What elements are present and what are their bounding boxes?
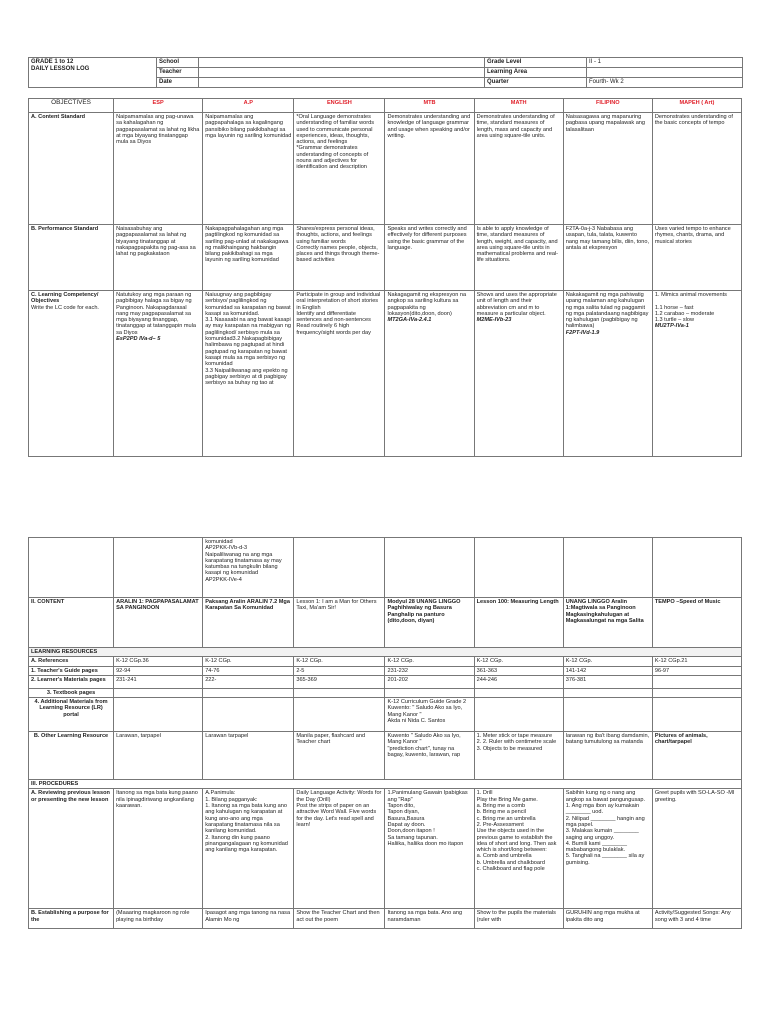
establish-english: Show the Teacher Chart and then act out the poem xyxy=(294,909,385,929)
content-standard-mapeh: Demonstrates understanding of the basic concepts of tempo xyxy=(652,113,741,225)
performance-standard-ap: Nakapagpahalagahan ang mga pagtilingkod ng komunidad sa sariling pag-unlad at nakakagawa ng malikhaingang hakbangin bilang pakikibahagi sa mga layunin ng sariling komunidad xyxy=(203,225,294,291)
content-standard-math: Demonstrates understanding of time, standard measures of length, mass and capacity and area using square-tile units. xyxy=(474,113,563,225)
review-english: Daily Language Activity: Words for the Day (Drill) Post the strips of paper on an attractive Word Wall. Five words for the day. Let's read spell and learn! xyxy=(294,789,385,909)
lm-ap: 222- xyxy=(203,675,294,688)
learning-area-value xyxy=(587,68,743,78)
objectives-table xyxy=(28,98,742,457)
subject-mtb: MTB xyxy=(385,99,474,113)
ref-ap: K-12 CGp. xyxy=(203,657,294,666)
ref-mapeh: K-12 CGp.21 xyxy=(652,657,741,666)
competency-mtb: Nakagagamit ng ekspresyon na angkop sa sariling kultura sa pagpapakita ng lokasyon(dito,doon, doon) MT2GA-IVa-2.4.1 xyxy=(385,291,474,457)
content-math: Lesson 100: Measuring Length xyxy=(474,598,563,648)
review-mtb: 1.Panimulang Gawain Ipabigkas ang "Rap" Tapon dito, Tapon diyan, Basura,Basura Dapat ay doon. Doon,doon itapon ! Sa tamang tapunan. Haliika, haliika doon mo itapon xyxy=(385,789,474,909)
quarter-label: Quarter xyxy=(485,78,587,88)
subject-mapeh: MAPEH ( Art) xyxy=(652,99,741,113)
content-standard-ap: Naipamamalas ang pagpapahalaga sa kagalingang pansibiko bilang pakikibahagi sa mga layunin ng sariling komunidad xyxy=(203,113,294,225)
log-title: GRADE 1 to 12 DAILY LESSON LOG xyxy=(29,58,157,88)
tg-english: 2-5 xyxy=(294,666,385,675)
establishing-label: B. Establishing a purpose for the xyxy=(29,909,114,929)
tg-pages-label: 1. Teacher's Guide pages xyxy=(29,666,114,675)
content-standard-label: A. Content Standard xyxy=(29,113,114,225)
lm-english: 365-369 xyxy=(294,675,385,688)
other-math: 1. Meter stick or tape measure 2. 2. Ruler with centimetre scale 3. Objects to be measured xyxy=(474,732,563,780)
reviewing-label: A. Reviewing previous lesson or presenting the new lesson xyxy=(29,789,114,909)
performance-standard-esp: Naisasabuhay ang pagpapasalamat sa lahat ng biyayang tinatanggap at nakapagpapakita ng pag-asa sa lahat ng pagkakataon xyxy=(114,225,203,291)
ref-math: K-12 CGp. xyxy=(474,657,563,666)
subject-math: MATH xyxy=(474,99,563,113)
subject-esp: ESP xyxy=(114,99,203,113)
learning-area-label: Learning Area xyxy=(485,68,587,78)
tg-ap: 74-76 xyxy=(203,666,294,675)
content-ap: Paksang Aralin ARALIN 7.2 Mga Karapatan Sa Komunidad xyxy=(203,598,294,648)
references-label: A. References xyxy=(29,657,114,666)
tg-esp: 92-94 xyxy=(114,666,203,675)
review-math: 1. Drill Play the Bring Me game. a. Bring me a comb b. Bring me a pencil c. Bring me an umbrella 2. Pre-Assessment Use the objects used in the previous game to establish the idea of short and long. Then ask which is short/long between: a. Comb and umbrella b. Umbrella and chalkboard c. Chalkboard and flag pole xyxy=(474,789,563,909)
ref-filipino: K-12 CGp. xyxy=(563,657,652,666)
tg-filipino: 141-142 xyxy=(563,666,652,675)
other-esp: Larawan, tarpapel xyxy=(114,732,203,780)
performance-standard-label: B. Performance Standard xyxy=(29,225,114,291)
tg-mapeh: 96-97 xyxy=(652,666,741,675)
lm-math: 244-246 xyxy=(474,675,563,688)
lm-filipino: 376-381 xyxy=(563,675,652,688)
grade-level-label: Grade Level xyxy=(485,58,587,68)
other-ap: Larawan tarpapel xyxy=(203,732,294,780)
performance-standard-english: Shares/express personal ideas, thoughts, actions, and feelings using familiar words Correctly names people, objects, places and things through theme-based activities xyxy=(294,225,385,291)
performance-standard-mtb: Speaks and writes correctly and effectively for different purposes using the basic grammar of the language. xyxy=(385,225,474,291)
school-label: School xyxy=(157,58,199,68)
lm-pages-label: 2. Learner's Materials pages xyxy=(29,675,114,688)
review-esp: Itanong sa mga bata kung paano nila ipinagdiriwang angkanilang kaarawan. xyxy=(114,789,203,909)
tg-math: 361-363 xyxy=(474,666,563,675)
content-mtb: Modyul 28 UNANG LINGGO Paghihiwalay ng Basura Panghalip na panturo (dito,doon, diyan) xyxy=(385,598,474,648)
other-mapeh: Pictures of animals, chart/tarpapel xyxy=(652,732,741,780)
content-esp: ARALIN 1: PAGPAPASALAMAT SA PANGINOON xyxy=(114,598,203,648)
other-filipino: larawan ng iba't ibang damdamin, batang tumutulong sa matanda xyxy=(563,732,652,780)
performance-standard-math: Is able to apply knowledge of time, standard measures of length, weight, and capacity, and area using square-tile units in mathematical problems and real-life situations. xyxy=(474,225,563,291)
date-value xyxy=(199,78,485,88)
establish-mtb: Itanong sa mga bata. Ano ang naramdaman xyxy=(385,909,474,929)
competency-filipino: Nakakagamit ng mga pahiwatig upang malaman ang kahulugan ng mga salita tulad ng paggamit ng mga palatandaang nagbibigay ng kahulugan (pagbibigay ng halimbawa) F2PT-IVd-1.9 xyxy=(563,291,652,457)
content-label: II. CONTENT xyxy=(29,598,114,648)
establish-math: Show to the pupils the materials (ruler with xyxy=(474,909,563,929)
competency-english: Participate in group and individual oral interpretation of short stories in English Identify and differentiate sentences and non-sentences Read routinely 6 high frequency/sight words per day xyxy=(294,291,385,457)
lesson-log-top xyxy=(28,57,743,88)
quarter-value: Fourth- Wk 2 xyxy=(587,78,743,88)
subject-filipino: FILIPINO xyxy=(563,99,652,113)
lm-mapeh xyxy=(652,675,741,688)
establish-mapeh: Activity/Suggested Songs: Any song with 3 and 4 time xyxy=(652,909,741,929)
tg-mtb: 231-232 xyxy=(385,666,474,675)
school-value xyxy=(199,58,485,68)
review-ap: A.Panimula: 1. Bilang pagganyak: 1. Itanong sa mga bata kung ano ang kahulugan ng karapatan at kung ano-ano ang mga karapatang tinatamasa nila sa kanilang komunidad. 2. Itanong din kung paano pinangangalagaan ng komunidad ang kanilang mga karapatan. xyxy=(203,789,294,909)
subject-ap: A.P xyxy=(203,99,294,113)
learning-resources-label: LEARNING RESOURCES xyxy=(29,648,742,657)
additional-materials-label: 4. Additional Materials from Learning Resource (LR) portal xyxy=(29,698,114,732)
competency-ap: Naiuugnay ang pagbibigay serbisyo/ paglilingkod ng komunidad sa karapatan ng bawat kasapi sa komunidad. 3.1 Nasasabi na ang bawat kasapi ay may karapatan na mabigyan ng paglilingkod/ serbisyo mula sa komunidad3.2 Nakapagbibigay halimbawa ng pagtupad at hindi pagtupad ng karapatan ng bawat kasapi mula sa mga serbisyo ng komunidad 3.3 Naipaliliwanag ang epekto ng pagbigay serbisyo at di pagbigay serbisyo sa buhay ng tao at xyxy=(203,291,294,457)
content-standard-mtb: Demonstrates understanding and knowledge of language grammar and usage when speaking and/or writing. xyxy=(385,113,474,225)
competency-label-cell xyxy=(29,291,114,457)
review-mapeh: Greet pupils with SO-LA-SO -MI greeting. xyxy=(652,789,741,909)
performance-standard-filipino: F2TA-0a-j-3 Nababasa ang usapan, tula, talata, kuwento nang may tamang bilis, diin, tono, antala at ekspresyon xyxy=(563,225,652,291)
establish-filipino: GURUHIN ang mga mukha at ipakita dito ang xyxy=(563,909,652,929)
content-filipino: UNANG LINGGO Aralin 1:Magtiwala sa Panginoon Magkasingkahulugan at Magkasalungat na mga Salita xyxy=(563,598,652,648)
content-english: Lesson 1: I am a Man for Others Taxi, Ma'am Sir! xyxy=(294,598,385,648)
lesson-log-continued xyxy=(28,537,742,929)
review-filipino: Sabihin kung ng o nang ang angkop sa bawat pangungusap. 1. Ang mga ibon ay kumakain ________ uod. 2. Nilipad ________ hangin ang mga papel. 3. Malakas kumain ________ saging ang unggoy. 4. Bumili kami ________ mababangong bulaklak. 5. Tanghali na ________ sila ay gumising. xyxy=(563,789,652,909)
ref-mtb: K-12 CGp. xyxy=(385,657,474,666)
competency-sublabel: Write the LC code for each. xyxy=(31,304,99,311)
establish-esp: (Maaaring magkaroon ng role playing na birthday xyxy=(114,909,203,929)
procedures-label: III. PROCEDURES xyxy=(29,780,742,789)
competency-math: Shows and uses the appropriate unit of length and their abbreviation cm and m to measure a particular object. M2ME-IVb-23 xyxy=(474,291,563,457)
establish-ap: Ipasagot ang mga tanong na nasa Alamin Mo ng xyxy=(203,909,294,929)
subject-english: ENGLISH xyxy=(294,99,385,113)
competency-mapeh: 1. Mimics animal movements 1.1 horse – fast 1.2 carabao – moderate 1.3 turtle – slow MU2TP-IVa-1 xyxy=(652,291,741,457)
date-label: Date xyxy=(157,78,199,88)
lm-esp: 231-241 xyxy=(114,675,203,688)
teacher-label: Teacher xyxy=(157,68,199,78)
content-standard-esp: Naipamamalas ang pag-unawa sa kahalagahan ng pagpapasalamat sa lahat ng likha at mga biyayang tinatanggap mula sa Diyos xyxy=(114,113,203,225)
textbook-pages-label: 3. Textbook pages xyxy=(29,688,114,697)
performance-standard-mapeh: Uses varied tempo to enhance rhymes, chants, drama, and musical stories xyxy=(652,225,741,291)
content-standard-filipino: Naisasagawa ang mapanuring pagbasa upang mapalawak ang talasalitaan xyxy=(563,113,652,225)
lm-mtb: 201-202 xyxy=(385,675,474,688)
teacher-value xyxy=(199,68,485,78)
objectives-header: OBJECTIVES xyxy=(29,99,114,113)
content-standard-english: *Oral Language demonstrates understanding of familiar words used to communicate personal experiences, ideas, thoughts, actions, and feelings *Grammar demonstrates understanding of concepts of nouns and adjectives for identification and description xyxy=(294,113,385,225)
ref-english: K-12 CGp. xyxy=(294,657,385,666)
grade-level-value: II - 1 xyxy=(587,58,743,68)
competency-esp: Natutukoy ang mga paraan ng pagbibigay halaga sa bigay ng Panginoon. Nakapagdarasal nang may pagpapasalamat sa mga biyayang tinanggap, tinatanggap at tatanggapin mula sa Diyos EsP2PD IVa-d– 5 xyxy=(114,291,203,457)
ap-continuation: komunidad AP2PKK-IVb-d-3 Naipaliliwanag na ang mga karapatang tinatamasa ay may katumbas na tungkulin bilang kasapi ng komunidad AP2PKK-IVe-4 xyxy=(203,538,294,598)
additional-mtb: K-12 Curriculum Guide Grade 2 Kuwento: " Saludo Ako sa Iyo, Mang Kanor " Akda ni Nida C. Santos xyxy=(385,698,474,732)
other-resource-label: B. Other Learning Resource xyxy=(29,732,114,780)
content-mapeh: TEMPO –Speed of Music xyxy=(652,598,741,648)
other-english: Manila paper, flashcard and Teacher chart xyxy=(294,732,385,780)
ref-esp: K-12 CGp.36 xyxy=(114,657,203,666)
other-mtb: Kuwento " Saludo Ako sa Iyo, Mang Kanor " "prediction chart", tunay na bagay, kuwento, larawan, rap xyxy=(385,732,474,780)
competency-label: C. Learning Competency/ Objectives xyxy=(31,292,99,305)
